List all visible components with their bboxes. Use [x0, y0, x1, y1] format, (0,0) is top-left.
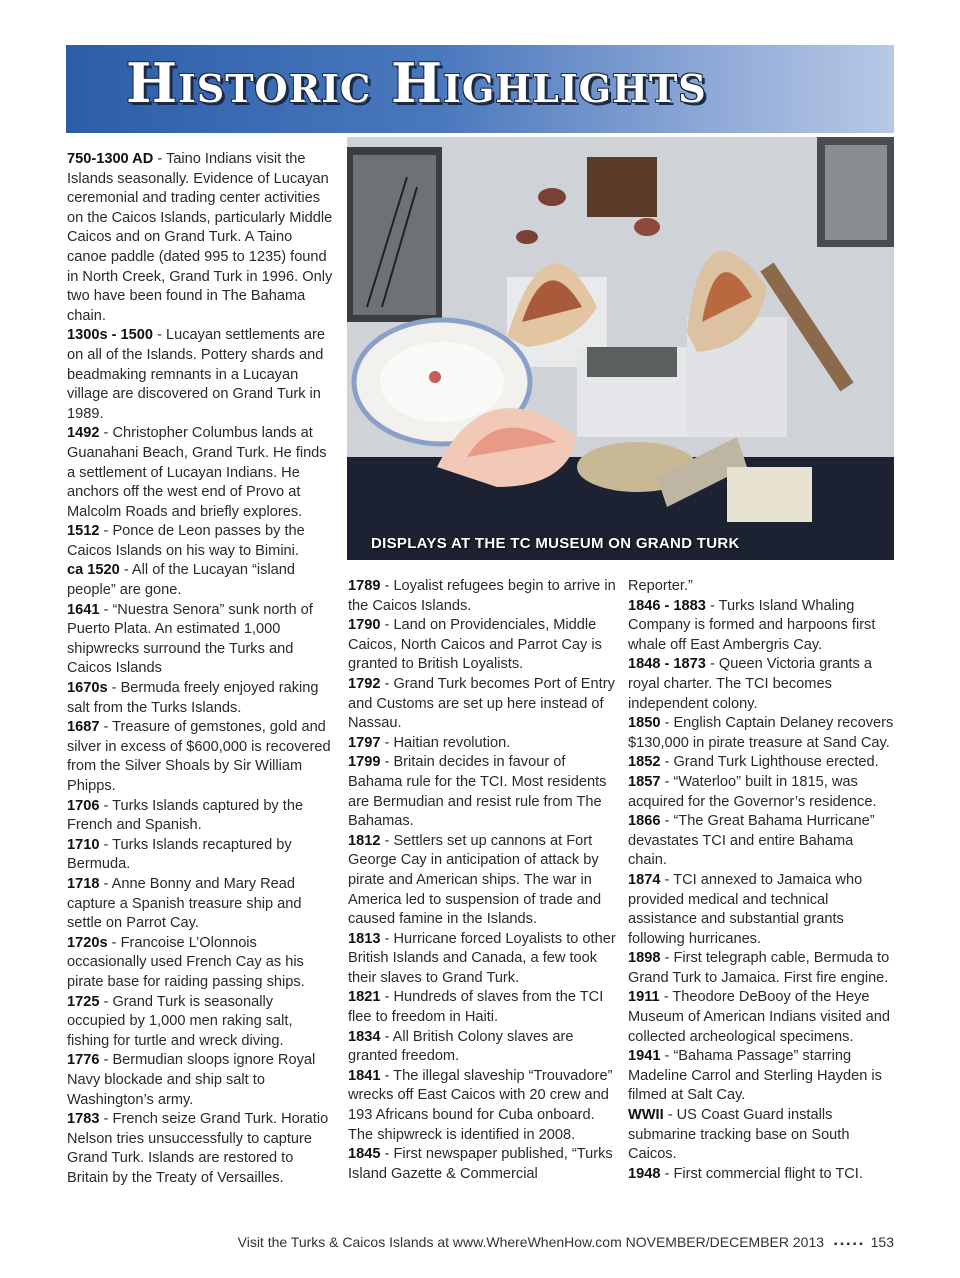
timeline-text: - Haitian revolution. [380, 734, 511, 751]
timeline-entry [348, 988, 616, 1027]
timeline-text: - Queen Victoria grants a royal charter. The TCI becomes independent colony. [628, 656, 872, 712]
timeline-date: 1725 [67, 993, 100, 1010]
timeline-text: - Turks Islands recaptured by Bermuda. [67, 836, 292, 873]
timeline-entry [67, 150, 335, 326]
timeline-text: - Theodore DeBooy of the Heye Museum of American Indians visited and collected archeological specimens. [628, 989, 891, 1045]
timeline-text: - Grand Turk becomes Port of Entry and Customs are set up here instead of Nassau. [348, 675, 615, 732]
timeline-date: 1846 - 1883 [628, 597, 706, 614]
timeline-entry [348, 616, 616, 675]
timeline-date: 1812 [348, 832, 381, 849]
timeline-text: - Bermuda freely enjoyed raking salt from the Turks Islands. [67, 680, 319, 716]
timeline-text: - US Coast Guard installs submarine tracking base on South Caicos. [628, 1107, 850, 1163]
timeline-date: 750-1300 AD [67, 151, 154, 167]
timeline-text: - “Bahama Passage” starring Madeline Carrol and Sterling Hayden is filmed at Salt Cay. [628, 1048, 882, 1104]
timeline-date: 1492 [67, 425, 100, 442]
timeline-date: 1710 [67, 836, 100, 853]
page-title: Historic Highlights [126, 51, 707, 115]
timeline-date: 1821 [348, 989, 381, 1006]
timeline-date: 1792 [348, 675, 381, 692]
timeline-date: 1641 [67, 601, 100, 618]
timeline-entry [348, 930, 616, 989]
timeline-text: - The illegal slaveship “Trouvadore” wrecks off East Caicos with 20 crew and 193 Africans bound for Cuba onboard. The shipwreck is identified in 2008. [348, 1067, 613, 1143]
timeline-text: - Taino Indians visit the Islands seasonally. Evidence of Lucayan ceremonial and trading center activities on the Caicos Islands, particularly Middle Caicos and on Grand Turk. A Taino canoe paddle (dated 995 to 1235) found in North Creek, Grand Turk in 1996. Only two have been found in The Bahama chain. [67, 151, 333, 324]
timeline-entry [67, 522, 335, 561]
footer-text: Visit the Turks & Caicos Islands at www.WhereWhenHow.com NOVEMBER/DECEMBER 2013 [237, 1234, 825, 1250]
timeline-text: - First commercial flight to TCI. [660, 1165, 863, 1182]
timeline-entry [628, 1047, 896, 1106]
timeline-date: 1898 [628, 950, 661, 967]
timeline-date: 1857 [628, 773, 661, 790]
timeline-text: - French seize Grand Turk. Horatio Nelson tries unsuccessfully to capture Grand Turk. Islands are restored to Britain by the Treaty of Versailles. [67, 1111, 329, 1186]
timeline-entry [348, 1067, 616, 1145]
timeline-text: - Loyalist refugees begin to arrive in the Caicos Islands. [348, 578, 616, 614]
timeline-date: 1512 [67, 523, 100, 540]
timeline-text: - Land on Providenciales, Middle Caicos, North Caicos and Parrot Cay is granted to British Loyalists. [348, 617, 602, 673]
timeline-entry [67, 679, 335, 718]
timeline-text: - Lucayan settlements are on all of the Islands. Pottery shards and beadmaking remnants in a Lucayan village are discovered on Grand Turk in 1989. [67, 327, 325, 422]
timeline-text: - First newspaper published, “Turks Island Gazette & Commercial [348, 1146, 613, 1182]
timeline-date: 1911 [628, 989, 660, 1006]
timeline-entry [628, 655, 896, 714]
title-banner [66, 45, 894, 133]
timeline-entry [67, 934, 335, 993]
timeline-date: ca 1520 [67, 562, 120, 579]
timeline-entry [67, 561, 335, 600]
timeline-entry [67, 718, 335, 796]
page-footer [0, 1234, 894, 1250]
timeline-text: - TCI annexed to Jamaica who provided medical and technical assistance and substantial grants following hurricanes. [628, 871, 863, 947]
timeline-text: - Grand Turk is seasonally occupied by 1,000 men raking salt, fishing for turtle and wreck diving. [67, 993, 293, 1049]
timeline-column-3 [628, 577, 896, 1184]
timeline-date: 1845 [348, 1146, 381, 1163]
timeline-entry [348, 675, 616, 734]
timeline-text: - Hundreds of slaves from the TCI flee to freedom in Haiti. [348, 989, 604, 1026]
photo-caption: DISPLAYS AT THE TC MUSEUM ON GRAND TURK [371, 535, 740, 552]
timeline-date: 1874 [628, 871, 661, 888]
museum-display-photo [347, 137, 894, 560]
timeline-column-2 [348, 577, 616, 1184]
timeline-text: - Christopher Columbus lands at Guanahani Beach, Grand Turk. He finds a settlement of Lucayan Indians. He anchors off the west end of Provo at Malcolm Roads and briefly explores. [67, 425, 327, 520]
timeline-date: 1706 [67, 797, 100, 814]
timeline-entry [67, 601, 335, 679]
timeline-date: WWII [628, 1107, 664, 1124]
timeline-date: 1783 [67, 1111, 100, 1128]
timeline-date: 1813 [348, 930, 381, 947]
timeline-entry [348, 832, 616, 930]
timeline-date: 1848 - 1873 [628, 656, 706, 673]
timeline-date: 1776 [67, 1052, 100, 1069]
timeline-entry [628, 773, 896, 812]
museum-display-illustration [347, 137, 894, 560]
footer-dots: ▪ ▪ ▪ ▪ ▪ [833, 1239, 863, 1250]
timeline-text: - Hurricane forced Loyalists to other British Islands and Canada, a few took their slaves to Grand Turk. [348, 930, 616, 986]
timeline-date: 1720s [67, 934, 108, 951]
timeline-text: - Turks Islands captured by the French and Spanish. [67, 797, 304, 834]
timeline-entry [348, 753, 616, 831]
timeline-entry [628, 871, 896, 949]
timeline-entry [628, 949, 896, 988]
timeline-text: Reporter.” [628, 578, 693, 594]
timeline-entry [67, 836, 335, 875]
timeline-text: - Britain decides in favour of Bahama rule for the TCI. Most residents are Bermudian and resist rule from The Bahamas. [348, 754, 607, 830]
timeline-date: 1852 [628, 754, 661, 771]
timeline-text: - “Nuestra Senora” sunk north of Puerto Plata. An estimated 1,000 shipwrecks surround the Turks and Caicos Islands [67, 601, 313, 677]
timeline-entry [628, 714, 896, 753]
timeline-entry [628, 597, 896, 656]
timeline-entry [628, 577, 896, 597]
timeline-entry [628, 1165, 896, 1185]
timeline-text: - Francoise L’Olonnois occasionally used French Cay as his pirate base for raiding passing ships. [67, 934, 305, 990]
timeline-date: 1670s [67, 680, 108, 697]
timeline-text: - All British Colony slaves are granted freedom. [348, 1028, 574, 1065]
timeline-text: - Treasure of gemstones, gold and silver in excess of $600,000 is recovered from the Silver Shoals by Sir William Phipps. [67, 719, 331, 794]
timeline-text: - English Captain Delaney recovers $130,000 in pirate treasure at Sand Cay. [628, 715, 894, 751]
timeline-entry [628, 1106, 896, 1165]
timeline-entry [348, 1145, 616, 1184]
timeline-entry [348, 734, 616, 754]
timeline-entry [628, 988, 896, 1047]
timeline-entry [67, 875, 335, 934]
timeline-entry [628, 812, 896, 871]
timeline-date: 1834 [348, 1028, 381, 1045]
timeline-text: - “Waterloo” built in 1815, was acquired for the Governor’s residence. [628, 773, 877, 810]
timeline-entry [628, 753, 896, 773]
timeline-entry [67, 993, 335, 1052]
timeline-date: 1300s - 1500 [67, 327, 154, 344]
timeline-text: - Grand Turk Lighthouse erected. [660, 754, 879, 771]
timeline-text: - Anne Bonny and Mary Read capture a Spanish treasure ship and settle on Parrot Cay. [67, 875, 302, 932]
timeline-date: 1687 [67, 719, 100, 736]
timeline-text: - Bermudian sloops ignore Royal Navy blockade and ship salt to Washington’s army. [67, 1052, 316, 1108]
timeline-entry [348, 577, 616, 616]
timeline-date: 1790 [348, 617, 381, 634]
timeline-text: - First telegraph cable, Bermuda to Grand Turk to Jamaica. First fire engine. [628, 950, 890, 986]
timeline-date: 1866 [628, 813, 661, 830]
timeline-date: 1850 [628, 715, 661, 732]
timeline-date: 1797 [348, 734, 381, 751]
timeline-date: 1941 [628, 1048, 661, 1065]
timeline-column-1 [67, 150, 335, 1188]
timeline-text: - “The Great Bahama Hurricane” devastates TCI and entire Bahama chain. [628, 813, 875, 869]
timeline-entry [67, 1051, 335, 1110]
timeline-entry [348, 1028, 616, 1067]
page-number: 153 [870, 1234, 894, 1250]
timeline-text: - Ponce de Leon passes by the Caicos Islands on his way to Bimini. [67, 523, 305, 559]
timeline-date: 1799 [348, 754, 381, 771]
timeline-date: 1841 [348, 1067, 381, 1084]
timeline-entry [67, 424, 335, 522]
timeline-date: 1948 [628, 1165, 661, 1182]
timeline-text: - Turks Island Whaling Company is formed and harpoons first whale off East Ambergris Cay. [628, 597, 876, 653]
timeline-date: 1789 [348, 578, 381, 594]
timeline-entry [67, 326, 335, 424]
timeline-text: - All of the Lucayan “island people” are gone. [67, 562, 295, 599]
timeline-entry [67, 797, 335, 836]
timeline-entry [67, 1110, 335, 1188]
timeline-date: 1718 [67, 875, 100, 892]
timeline-text: - Settlers set up cannons at Fort George Cay in anticipation of attack by pirate and American ships. The war in America led to suspension of trade and caused famine in the Islands. [348, 832, 602, 928]
